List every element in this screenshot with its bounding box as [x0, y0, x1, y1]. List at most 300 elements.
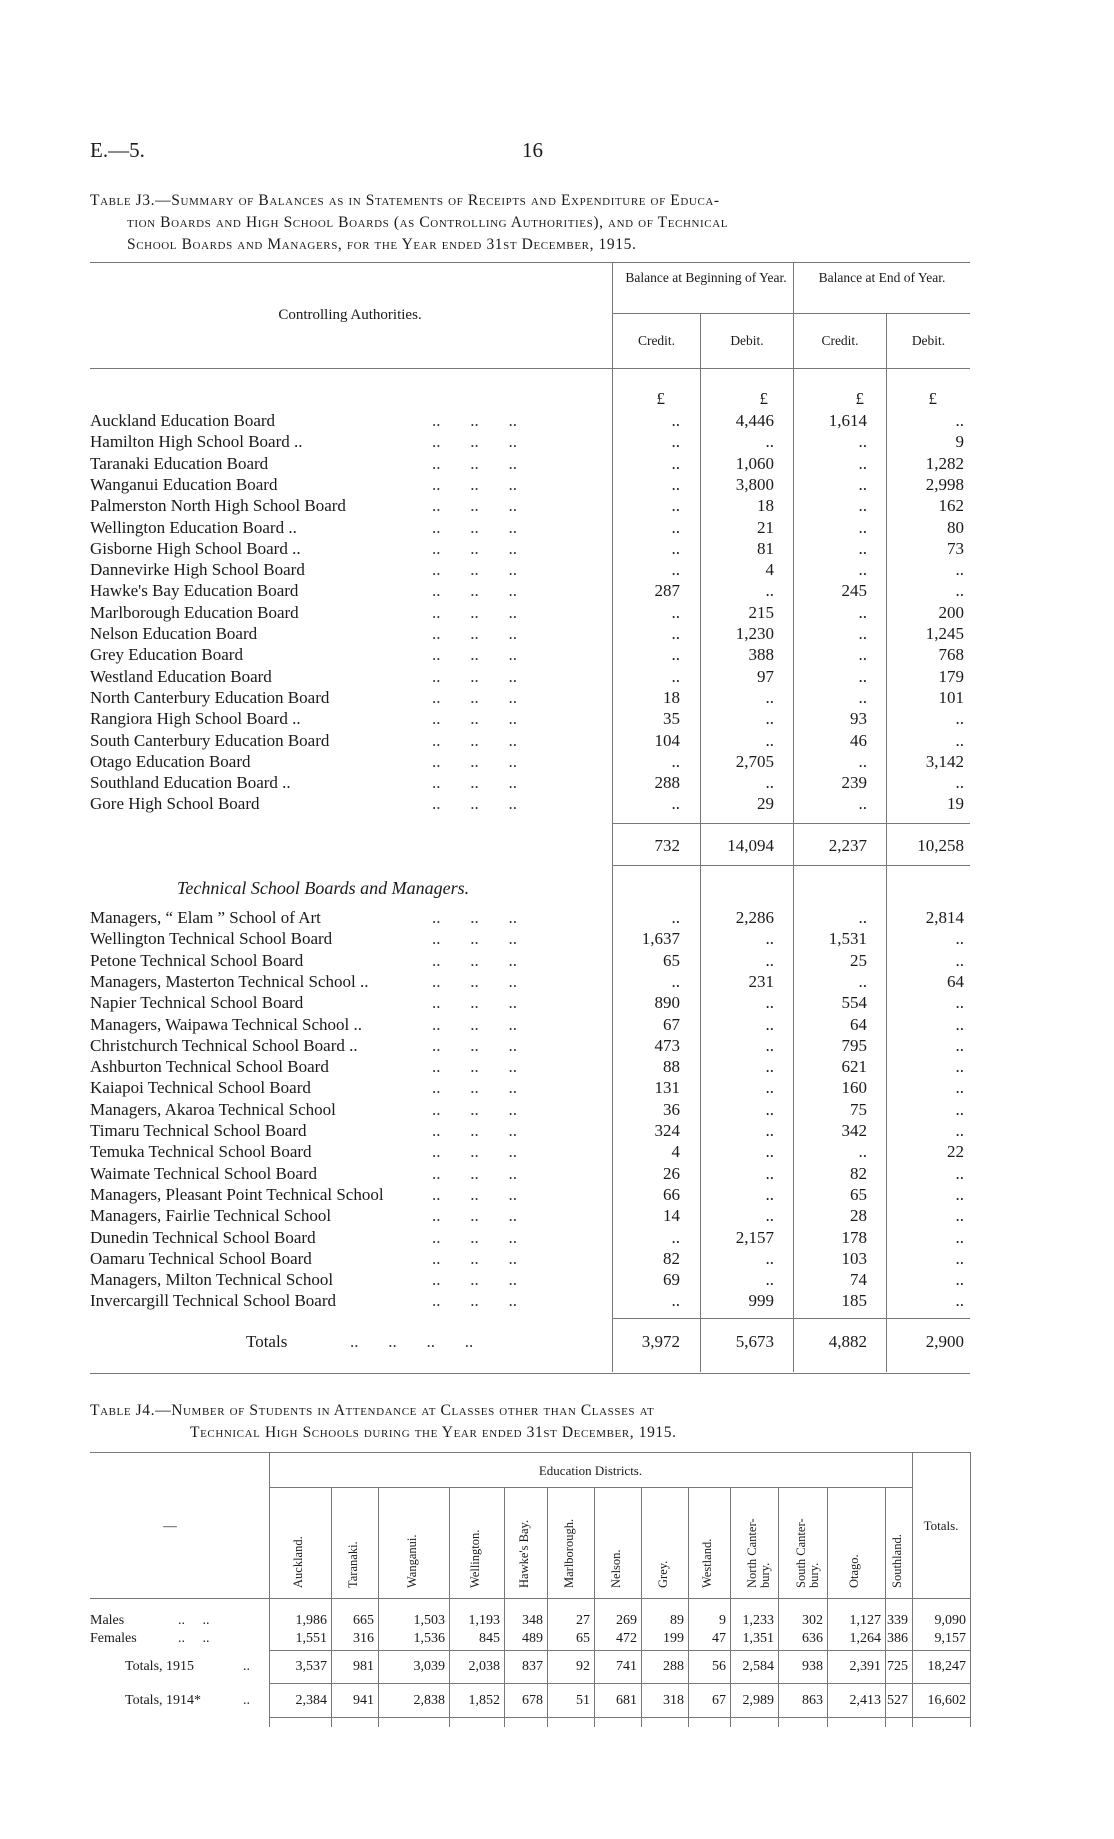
currency: £: [928, 389, 937, 408]
cell-c2: ..: [858, 908, 867, 927]
cell-d2: ..: [955, 730, 964, 750]
cell-d2: ..: [955, 1270, 964, 1290]
cell-value: 316: [353, 1631, 374, 1646]
cell-d2: 162: [938, 496, 964, 516]
cell-c2: 795: [841, 1035, 867, 1055]
cell-value: 1,551: [295, 1631, 327, 1646]
cell-d2: ..: [955, 411, 964, 430]
table-j3-title: Table J3.—Summary of Balances as in Statements of Receipts and Expenditure of Educa- tion Boards and High School Boards (as Controlling Authorities), and of Technical School Boards and Managers, for the Year ended 31st December, 1915.: [90, 192, 729, 253]
leader-dots: .. .. ..: [432, 602, 517, 622]
cell-c1: ..: [671, 1291, 680, 1311]
leader-dots: .. .. ..: [432, 687, 517, 707]
cell-c2: ..: [858, 538, 867, 558]
authority-name: Hawke's Bay Education Board: [90, 581, 299, 601]
cell-d1: 97: [757, 666, 774, 686]
cell-value: 678: [522, 1693, 543, 1708]
cell-c2: ..: [858, 666, 867, 686]
cell-value: 89: [670, 1613, 684, 1628]
leader-dots: .. .. ..: [432, 496, 517, 516]
cell-d2: ..: [955, 1184, 964, 1204]
cell-d1: 21: [757, 517, 774, 537]
cell-d1: 4: [765, 560, 774, 580]
leader-dots: .. .. ..: [432, 794, 517, 814]
cell-d1: ..: [765, 1270, 774, 1290]
cell-c1: ..: [671, 474, 680, 494]
cell-d2: ..: [955, 560, 964, 580]
currency: £: [656, 389, 665, 408]
table-j4-title: Table J4.—Number of Students in Attendance at Classes other than Classes at Technical High Schools during the Year ended 31st December, 1915.: [90, 1402, 677, 1441]
authority-name: Petone Technical School Board: [90, 950, 304, 970]
cell-value: 9: [719, 1613, 726, 1628]
cell-c1: ..: [671, 624, 680, 643]
cell-d2: ..: [955, 1291, 964, 1311]
cell-d1: 231: [748, 971, 774, 991]
district-head: Hawke's Bay.: [516, 1519, 531, 1588]
cell-value: 27: [576, 1613, 590, 1628]
cell-d2: ..: [955, 1035, 964, 1055]
stub-head: —: [163, 1518, 177, 1533]
cell-value: 1,503: [413, 1613, 445, 1628]
authority-name: Napier Technical School Board: [90, 993, 304, 1013]
cell-c1: ..: [671, 971, 680, 991]
authority-name: Westland Education Board: [90, 666, 272, 686]
cell-d1: 18: [757, 496, 774, 516]
cell-value: 938: [802, 1659, 823, 1674]
row-label: Females: [90, 1631, 137, 1646]
authority-name: Kaiapoi Technical School Board: [90, 1078, 311, 1098]
leader-dots: .. .. .. ..: [350, 1332, 474, 1351]
cell-c1: ..: [671, 453, 680, 473]
cell-value: 1,351: [742, 1631, 774, 1646]
leader-dots: .. .. ..: [432, 929, 517, 949]
district-head: Wanganui.: [404, 1534, 419, 1588]
cell-d1: ..: [765, 709, 774, 729]
cell-c1: 66: [663, 1184, 680, 1204]
cell-d2: ..: [955, 1163, 964, 1183]
cell-c1: 65: [663, 950, 680, 970]
cell-c2: 25: [850, 950, 867, 970]
cell-d2: 1,282: [925, 453, 964, 473]
col-debit: Debit.: [730, 333, 764, 348]
cell-d1: ..: [765, 1099, 774, 1119]
cell-c2: 46: [850, 730, 867, 750]
cell-value: 2,391: [849, 1659, 881, 1674]
j4-divider: [730, 1487, 731, 1727]
cell-c2: 1,614: [828, 411, 867, 430]
j4-row-rule: [269, 1650, 970, 1651]
cell-c1: 36: [663, 1099, 680, 1119]
j4-divider: [827, 1487, 828, 1727]
cell-c2: ..: [858, 496, 867, 516]
cell-d1: 29: [757, 794, 774, 814]
leader-dots: .. .. ..: [432, 1206, 517, 1226]
j4-row-rule: [269, 1717, 970, 1718]
authority-name: Managers, Akaroa Technical School: [90, 1099, 336, 1119]
cell-c2: ..: [858, 474, 867, 494]
group-head: Education Districts.: [538, 1463, 643, 1478]
cell-c2: 178: [841, 1227, 867, 1247]
cell-d1: ..: [765, 1248, 774, 1268]
cell-value: 269: [616, 1613, 637, 1628]
cell-d2: ..: [955, 929, 964, 949]
cell-total: 9,157: [934, 1631, 966, 1646]
subtotal-c1: 732: [654, 836, 680, 855]
leader-dots: .. .. ..: [432, 1227, 517, 1247]
leader-dots: .. .. ..: [432, 560, 517, 580]
j3-bottom-rule: [90, 1373, 970, 1374]
leader-dots: .. ..: [178, 1631, 210, 1646]
cell-value: 2,384: [295, 1693, 327, 1708]
authority-name: Southland Education Board ..: [90, 773, 291, 793]
totals-c1: 3,972: [641, 1332, 680, 1351]
totals-rule: [613, 1318, 970, 1319]
cell-value: 288: [663, 1659, 684, 1674]
authority-name: Grey Education Board: [90, 645, 243, 665]
table-j3-label: Table J3.: [90, 192, 156, 209]
cell-d1: 2,286: [735, 908, 774, 927]
subtotal-rule-bottom: [613, 865, 970, 866]
cell-c1: ..: [671, 645, 680, 665]
authority-name: Managers, Waipawa Technical School ..: [90, 1014, 363, 1034]
cell-c1: ..: [671, 666, 680, 686]
cell-d2: 9: [955, 432, 964, 452]
leader-dots: .. .. ..: [432, 517, 517, 537]
cell-value: 845: [479, 1631, 500, 1646]
j4-divider: [778, 1487, 779, 1727]
authority-name: Managers, “ Elam ” School of Art: [90, 908, 321, 927]
cell-value: 2,413: [849, 1693, 881, 1708]
leader-dots: .. .. ..: [432, 993, 517, 1013]
cell-c2: ..: [858, 560, 867, 580]
authority-name: Managers, Fairlie Technical School: [90, 1206, 332, 1226]
cell-c1: 890: [654, 993, 680, 1013]
authority-name: Christchurch Technical School Board ..: [90, 1035, 358, 1055]
cell-c2: 65: [850, 1184, 867, 1204]
cell-d2: ..: [955, 1078, 964, 1098]
cell-d2: 101: [938, 687, 964, 707]
cell-c1: 26: [663, 1163, 680, 1183]
j4-divider: [641, 1487, 642, 1727]
cell-c2: 245: [841, 581, 867, 601]
cell-d2: 2,814: [925, 908, 964, 927]
cell-d1: ..: [765, 1206, 774, 1226]
authority-name: Dannevirke High School Board: [90, 560, 305, 580]
cell-d2: ..: [955, 1227, 964, 1247]
cell-d2: 64: [947, 971, 964, 991]
cell-value: 339: [887, 1613, 908, 1628]
cell-d1: ..: [765, 950, 774, 970]
cell-c2: ..: [858, 751, 867, 771]
j4-divider: [688, 1487, 689, 1727]
cell-c1: ..: [671, 560, 680, 580]
cell-c1: ..: [671, 794, 680, 814]
leader-dots: .. .. ..: [432, 474, 517, 494]
cell-c2: ..: [858, 687, 867, 707]
cell-value: 863: [802, 1693, 823, 1708]
authority-name: Gisborne High School Board ..: [90, 538, 301, 558]
cell-c2: ..: [858, 453, 867, 473]
cell-d1: 81: [757, 538, 774, 558]
district-head: Otago.: [847, 1554, 861, 1588]
district-head: Nelson.: [608, 1549, 623, 1588]
leader-dots: .. .. ..: [432, 1184, 517, 1204]
col-end: Balance at End of Year.: [818, 270, 946, 285]
leader-dots: .. .. ..: [432, 1078, 517, 1098]
j4-divider: [594, 1487, 595, 1727]
authority-name: Wanganui Education Board: [90, 474, 278, 494]
cell-d1: ..: [765, 929, 774, 949]
cell-value: 1,852: [468, 1693, 500, 1708]
authority-name: Managers, Pleasant Point Technical School: [90, 1184, 384, 1204]
cell-c2: 160: [841, 1078, 867, 1098]
leader-dots: .. .. ..: [432, 751, 517, 771]
authority-name: Gore High School Board: [90, 794, 260, 814]
cell-value: 348: [522, 1613, 543, 1628]
authority-name: Oamaru Technical School Board: [90, 1248, 312, 1268]
j4-divider: [885, 1487, 886, 1727]
cell-d2: ..: [955, 1014, 964, 1034]
cell-c2: 28: [850, 1206, 867, 1226]
cell-c1: ..: [671, 517, 680, 537]
authority-name: Timaru Technical School Board: [90, 1121, 307, 1140]
authority-name: Wellington Education Board ..: [90, 517, 297, 537]
cell-d2: 179: [938, 666, 964, 686]
cell-value: 2,838: [413, 1693, 445, 1708]
cell-d2: ..: [955, 1121, 964, 1140]
cell-d1: ..: [765, 1142, 774, 1162]
cell-c1: 288: [654, 773, 680, 793]
cell-c1: 14: [663, 1206, 680, 1226]
authority-name: Managers, Masterton Technical School ..: [90, 971, 369, 991]
authority-name: South Canterbury Education Board: [90, 730, 330, 750]
authority-name: North Canterbury Education Board: [90, 687, 330, 707]
cell-value: 2,038: [468, 1659, 500, 1674]
cell-c2: 185: [841, 1291, 867, 1311]
cell-value: 199: [663, 1631, 684, 1646]
cell-d1: ..: [765, 581, 774, 601]
cell-value: 636: [802, 1631, 823, 1646]
cell-c1: ..: [671, 411, 680, 430]
cell-d2: ..: [955, 709, 964, 729]
cell-value: 837: [522, 1659, 543, 1674]
cell-value: 941: [353, 1693, 374, 1708]
cell-value: 2,989: [742, 1693, 774, 1708]
cell-c1: ..: [671, 602, 680, 622]
cell-d2: ..: [955, 1248, 964, 1268]
cell-d1: ..: [765, 730, 774, 750]
cell-c1: 18: [663, 687, 680, 707]
leader-dots: .. .. ..: [432, 1035, 517, 1055]
authority-name: Temuka Technical School Board: [90, 1142, 312, 1162]
cell-d1: ..: [765, 1121, 774, 1140]
col-begin: Balance at Beginning of Year.: [625, 270, 787, 285]
cell-value: 67: [712, 1693, 726, 1708]
leader-dots: .. .. ..: [432, 645, 517, 665]
cell-c1: 287: [654, 581, 680, 601]
cell-c2: 554: [841, 993, 867, 1013]
cell-value: 1,193: [468, 1613, 500, 1628]
cell-value: 1,986: [295, 1613, 327, 1628]
row-label: Totals, 1915: [125, 1659, 195, 1674]
district-head: South Canter- bury.: [793, 1518, 821, 1588]
cell-value: 2,584: [742, 1659, 774, 1674]
totals-c2: 4,882: [828, 1332, 867, 1351]
j4-divider: [378, 1487, 379, 1727]
cell-value: 1,127: [849, 1613, 881, 1628]
cell-c2: ..: [858, 602, 867, 622]
j4-top-rule: [90, 1452, 970, 1453]
cell-value: 489: [522, 1631, 543, 1646]
page-ref: E.—5.: [90, 138, 145, 162]
col-credit: Credit.: [821, 333, 859, 348]
cell-total: 9,090: [934, 1613, 966, 1628]
j4-head-bottom-rule: [90, 1598, 970, 1599]
leader-dots: ..: [243, 1659, 250, 1674]
cell-value: 56: [712, 1659, 726, 1674]
cell-d1: 2,705: [735, 751, 774, 771]
j4-divider: [912, 1452, 913, 1727]
currency: £: [855, 389, 864, 408]
totals-d2: 2,900: [925, 1332, 964, 1351]
cell-value: 725: [887, 1659, 908, 1674]
leader-dots: .. .. ..: [432, 730, 517, 750]
currency: £: [759, 389, 768, 408]
cell-d2: ..: [955, 950, 964, 970]
j3-subhead-rule: [613, 313, 970, 314]
cell-d2: 1,245: [925, 624, 964, 643]
j4-divider: [449, 1487, 450, 1727]
cell-d1: 1,230: [735, 624, 774, 643]
col-controlling: Controlling Authorities.: [278, 307, 422, 323]
cell-d1: ..: [765, 687, 774, 707]
cell-value: 681: [616, 1693, 637, 1708]
cell-value: 3,537: [295, 1659, 327, 1674]
authority-name: Nelson Education Board: [90, 624, 258, 643]
technical-heading: Technical School Boards and Managers.: [177, 878, 470, 898]
leader-dots: .. .. ..: [432, 1099, 517, 1119]
district-head: North Canter- bury.: [745, 1518, 772, 1588]
cell-d2: 2,998: [925, 474, 964, 494]
leader-dots: .. ..: [178, 1613, 210, 1628]
cell-c1: 82: [663, 1248, 680, 1268]
cell-total: 18,247: [927, 1659, 966, 1674]
col-debit: Debit.: [911, 333, 946, 348]
cell-c1: 67: [663, 1014, 680, 1034]
cell-d2: ..: [955, 581, 964, 601]
totals-label: Totals: [246, 1332, 288, 1351]
authority-name: Hamilton High School Board ..: [90, 432, 303, 452]
leader-dots: .. .. ..: [432, 950, 517, 970]
subtotal-d1: 14,094: [727, 836, 774, 855]
leader-dots: .. .. ..: [432, 971, 517, 991]
cell-d2: ..: [955, 993, 964, 1013]
cell-c1: 69: [663, 1270, 680, 1290]
totals-d1: 5,673: [735, 1332, 774, 1351]
cell-value: 47: [712, 1631, 726, 1646]
cell-d2: 22: [947, 1142, 964, 1162]
authority-name: Rangiora High School Board ..: [90, 709, 301, 729]
cell-c2: ..: [858, 624, 867, 643]
cell-d1: ..: [765, 993, 774, 1013]
authority-name: Waimate Technical School Board: [90, 1163, 318, 1183]
j4-row-rule: [269, 1683, 970, 1684]
cell-d2: 19: [947, 794, 964, 814]
cell-c2: 103: [841, 1248, 867, 1268]
cell-d1: ..: [765, 1078, 774, 1098]
cell-d1: ..: [765, 432, 774, 452]
authority-name: Wellington Technical School Board: [90, 929, 333, 949]
cell-value: 51: [576, 1693, 590, 1708]
cell-total: 16,602: [927, 1693, 966, 1708]
j4-divider: [331, 1487, 332, 1727]
cell-c1: 1,637: [641, 929, 680, 949]
leader-dots: .. .. ..: [432, 908, 517, 927]
cell-d2: 73: [947, 538, 964, 558]
leader-dots: .. .. ..: [432, 666, 517, 686]
cell-d2: 80: [947, 517, 964, 537]
cell-c1: ..: [671, 538, 680, 558]
cell-value: 3,039: [413, 1659, 445, 1674]
cell-d1: 999: [748, 1291, 774, 1311]
cell-d1: ..: [765, 1057, 774, 1077]
cell-value: 302: [802, 1613, 823, 1628]
col-credit: Credit.: [637, 333, 676, 348]
cell-value: 981: [353, 1659, 374, 1674]
j4-divider: [504, 1487, 505, 1727]
leader-dots: .. .. ..: [432, 1057, 517, 1077]
leader-dots: .. .. ..: [432, 1014, 517, 1034]
cell-value: 1,264: [849, 1631, 881, 1646]
row-label: Males: [90, 1613, 125, 1628]
cell-d1: 1,060: [735, 453, 774, 473]
cell-c1: ..: [671, 496, 680, 516]
table-j4-label: Table J4.: [90, 1402, 156, 1419]
cell-d1: ..: [765, 1163, 774, 1183]
cell-c2: 82: [850, 1163, 867, 1183]
cell-d1: ..: [765, 1035, 774, 1055]
cell-d1: 215: [748, 602, 774, 622]
cell-c2: ..: [858, 645, 867, 665]
cell-c2: 1,531: [828, 929, 867, 949]
cell-d1: ..: [765, 773, 774, 793]
authority-name: Ashburton Technical School Board: [90, 1057, 329, 1077]
subtotal-c2: 2,237: [828, 836, 867, 855]
cell-d1: 2,157: [735, 1227, 774, 1247]
cell-c1: 4: [671, 1142, 680, 1162]
j3-top-rule: [90, 262, 970, 263]
cell-d2: ..: [955, 1206, 964, 1226]
cell-d1: ..: [765, 1184, 774, 1204]
cell-value: 741: [616, 1659, 637, 1674]
leader-dots: .. .. ..: [432, 538, 517, 558]
cell-c2: 64: [850, 1014, 867, 1034]
cell-c1: ..: [671, 908, 680, 927]
cell-c2: 74: [850, 1270, 867, 1290]
leader-dots: ..: [243, 1693, 250, 1708]
district-head: Auckland.: [291, 1536, 305, 1588]
j4-group-rule: [269, 1487, 912, 1488]
cell-d2: 200: [938, 602, 964, 622]
cell-value: 527: [887, 1693, 908, 1708]
district-head: Grey.: [655, 1560, 670, 1588]
cell-c1: 473: [654, 1035, 680, 1055]
cell-c1: 131: [654, 1078, 680, 1098]
cell-d1: ..: [765, 1014, 774, 1034]
cell-c2: 239: [841, 773, 867, 793]
leader-dots: .. .. ..: [432, 1142, 517, 1162]
totals-head: Totals.: [923, 1518, 959, 1533]
cell-c1: ..: [671, 1227, 680, 1247]
